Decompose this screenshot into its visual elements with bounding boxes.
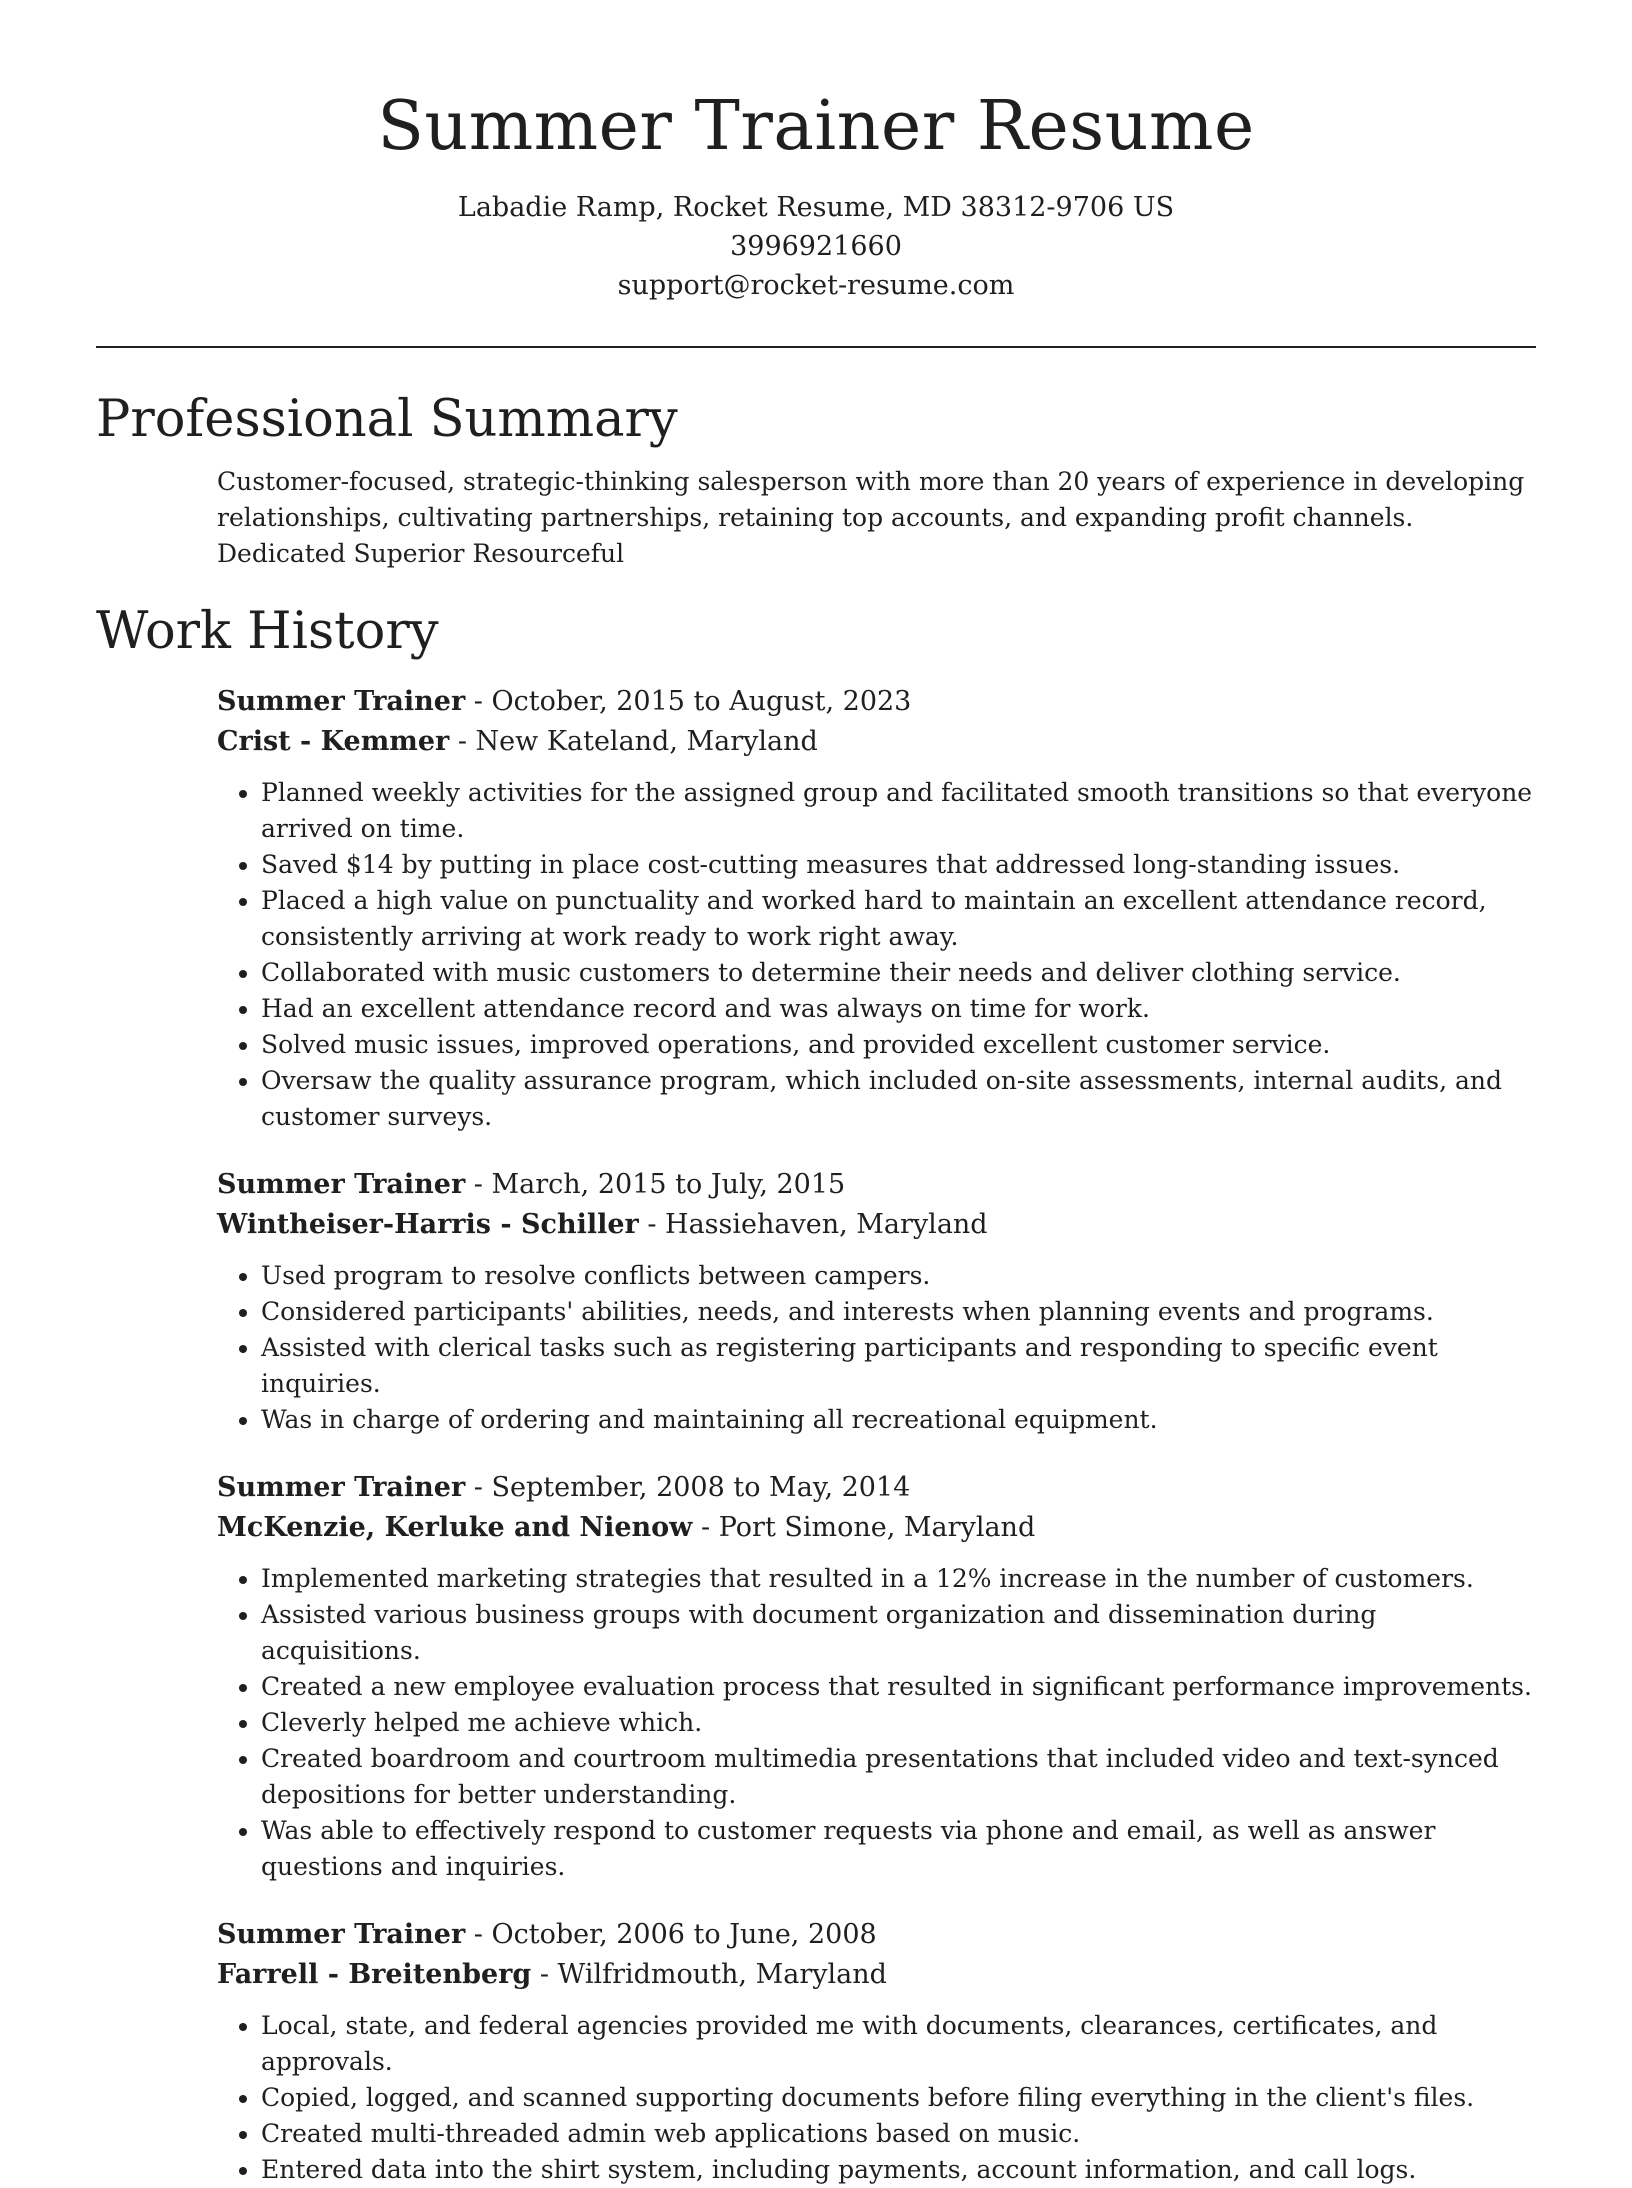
job-location: - Port Simone, Maryland bbox=[692, 1512, 1036, 1543]
job-company: Crist - Kemmer bbox=[217, 726, 450, 757]
job-company: Farrell - Breitenberg bbox=[217, 1959, 532, 1990]
job-bullet: • Oversaw the quality assurance program, which included on-site assessments, internal audits, and customer surveys. bbox=[261, 1063, 1536, 1135]
work-history-heading: Work History bbox=[96, 602, 439, 661]
job-bullet: • Planned weekly activities for the assigned group and facilitated smooth transitions so that everyone arrived on time. bbox=[261, 775, 1536, 847]
job-company-line bbox=[217, 1205, 1536, 1245]
job-bullet: • Local, state, and federal agencies provided me with documents, clearances, certificates, and approvals. bbox=[261, 2008, 1536, 2080]
job-bullet-list bbox=[217, 2008, 1536, 2188]
header-divider bbox=[96, 346, 1536, 348]
job-bullet: • Copied, logged, and scanned supporting documents before filing everything in the client's files. bbox=[261, 2080, 1536, 2116]
job-location: - New Kateland, Maryland bbox=[449, 726, 818, 757]
job-bullet-list bbox=[217, 1561, 1536, 1885]
job-title-line bbox=[217, 682, 1536, 722]
job-entry bbox=[217, 1165, 1536, 1438]
job-bullet: • Was able to effectively respond to customer requests via phone and email, as well as answer questions and inquiries. bbox=[261, 1813, 1536, 1885]
job-dates: - March, 2015 to July, 2015 bbox=[465, 1169, 846, 1200]
job-bullet: • Entered data into the shirt system, including payments, account information, and call logs. bbox=[261, 2152, 1536, 2188]
summary-heading: Professional Summary bbox=[96, 390, 678, 449]
job-bullet-list bbox=[217, 775, 1536, 1135]
contact-address: Labadie Ramp, Rocket Resume, MD 38312-9706 US bbox=[457, 192, 1175, 223]
job-bullet: • Collaborated with music customers to determine their needs and deliver clothing service. bbox=[261, 955, 1536, 991]
job-bullet: • Implemented marketing strategies that resulted in a 12% increase in the number of customers. bbox=[261, 1561, 1536, 1597]
job-title-line bbox=[217, 1468, 1536, 1508]
contact-email: support@rocket-resume.com bbox=[617, 270, 1015, 301]
resume-title: Summer Trainer Resume bbox=[377, 87, 1255, 166]
job-company-line bbox=[217, 722, 1536, 762]
job-dates: - October, 2015 to August, 2023 bbox=[465, 686, 912, 717]
job-bullet: • Assisted with clerical tasks such as registering participants and responding to specific event inquiries. bbox=[261, 1330, 1536, 1402]
job-bullet: • Was in charge of ordering and maintaining all recreational equipment. bbox=[261, 1402, 1536, 1438]
job-title: Summer Trainer bbox=[217, 1919, 466, 1950]
job-dates: - September, 2008 to May, 2014 bbox=[465, 1472, 911, 1503]
job-entry bbox=[217, 682, 1536, 1135]
job-company: Wintheiser-Harris - Schiller bbox=[217, 1209, 639, 1240]
job-bullet: • Assisted various business groups with document organization and dissemination during acquisitions. bbox=[261, 1597, 1536, 1669]
job-location: - Wilfridmouth, Maryland bbox=[531, 1959, 887, 1990]
job-bullet: • Created boardroom and courtroom multimedia presentations that included video and text-synced depositions for better understanding. bbox=[261, 1741, 1536, 1813]
job-bullet: • Saved $14 by putting in place cost-cutting measures that addressed long-standing issues. bbox=[261, 847, 1536, 883]
summary-text: Customer-focused, strategic-thinking salesperson with more than 20 years of experience in developing relationships, cultivating partnerships, retaining top accounts, and expanding profit channels. Dedicated Superior Resourceful bbox=[217, 467, 1525, 568]
resume-header bbox=[96, 0, 1536, 305]
resume-page bbox=[96, 0, 1536, 2188]
job-bullet: • Had an excellent attendance record and was always on time for work. bbox=[261, 991, 1536, 1027]
job-bullet: • Placed a high value on punctuality and worked hard to maintain an excellent attendance record, consistently arriving at work ready to work right away. bbox=[261, 883, 1536, 955]
job-title: Summer Trainer bbox=[217, 1169, 466, 1200]
job-company-line bbox=[217, 1955, 1536, 1995]
job-company: McKenzie, Kerluke and Nienow bbox=[217, 1512, 693, 1543]
job-company-line bbox=[217, 1508, 1536, 1548]
job-bullet: • Solved music issues, improved operations, and provided excellent customer service. bbox=[261, 1027, 1536, 1063]
contact-phone: 3996921660 bbox=[730, 231, 902, 262]
job-bullet: • Cleverly helped me achieve which. bbox=[261, 1705, 1536, 1741]
job-dates: - October, 2006 to June, 2008 bbox=[465, 1919, 877, 1950]
job-entry bbox=[217, 1915, 1536, 2188]
job-bullet: • Used program to resolve conflicts between campers. bbox=[261, 1258, 1536, 1294]
job-location: - Hassiehaven, Maryland bbox=[638, 1209, 988, 1240]
contact-block bbox=[96, 188, 1536, 305]
job-bullet: • Created a new employee evaluation process that resulted in significant performance improvements. bbox=[261, 1669, 1536, 1705]
job-bullet: • Considered participants' abilities, needs, and interests when planning events and programs. bbox=[261, 1294, 1536, 1330]
job-bullet: • Created multi-threaded admin web applications based on music. bbox=[261, 2116, 1536, 2152]
job-entry bbox=[217, 1468, 1536, 1885]
job-title-line bbox=[217, 1165, 1536, 1205]
job-title-line bbox=[217, 1915, 1536, 1955]
job-bullet-list bbox=[217, 1258, 1536, 1438]
job-title: Summer Trainer bbox=[217, 686, 466, 717]
job-title: Summer Trainer bbox=[217, 1472, 466, 1503]
